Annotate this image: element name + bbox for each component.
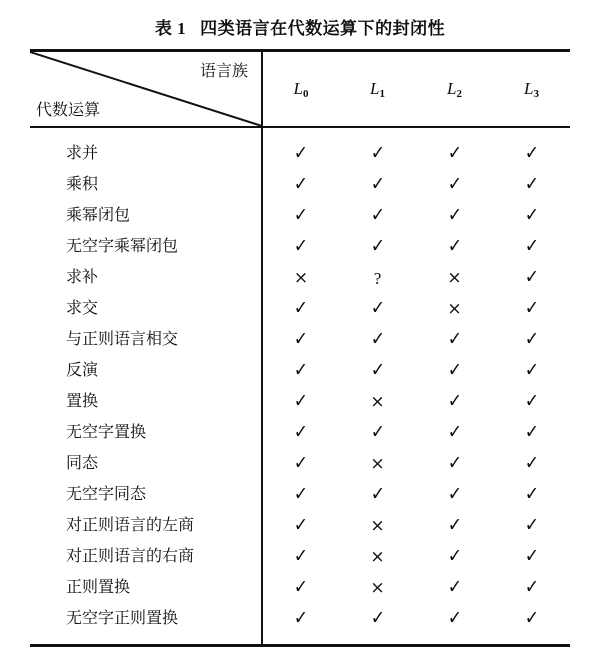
row-value-l0: ✓ [262,293,339,324]
row-value-l0: ✓ [262,355,339,386]
header-corner-cell [30,51,262,128]
table-row [30,293,570,324]
row-operation-label: 乘幂闭包 [30,200,262,231]
row-value-l3: ✓ [493,417,570,448]
row-value-l0: ✓ [262,448,339,479]
row-operation-label: 与正则语言相交 [30,324,262,355]
row-value-l0: ✓ [262,169,339,200]
footer-spacer-l0 [262,634,339,646]
column-header-l0-sub: 0 [303,88,309,100]
row-value-l2: ✓ [416,200,493,231]
row-value-l0: ✓ [262,324,339,355]
row-operation-label: 对正则语言的右商 [30,541,262,572]
table-row [30,386,570,417]
spacer-cell-l1 [339,127,416,138]
table-row [30,200,570,231]
row-operation-label: 乘积 [30,169,262,200]
table-row [30,355,570,386]
row-value-l1: ✓ [339,324,416,355]
footer-spacer-l1 [339,634,416,646]
row-value-l1: × [339,448,416,479]
row-operation-label: 求补 [30,262,262,293]
row-value-l2: ✓ [416,231,493,262]
row-value-l0: ✓ [262,231,339,262]
row-value-l3: ✓ [493,479,570,510]
caption-text: 四类语言在代数运算下的封闭性 [200,19,445,38]
table-row [30,572,570,603]
caption-number: 表 1 [155,19,186,38]
table-row [30,603,570,634]
table-row [30,169,570,200]
row-value-l3: ✓ [493,448,570,479]
row-value-l1: ✓ [339,355,416,386]
row-operation-label: 正则置换 [30,572,262,603]
corner-label-language-family: 语言族 [200,58,248,81]
row-value-l1: ✓ [339,231,416,262]
row-operation-label: 无空字正则置换 [30,603,262,634]
row-value-l3: ✓ [493,138,570,169]
row-value-l2: ✓ [416,386,493,417]
row-operation-label: 无空字置换 [30,417,262,448]
row-value-l3: ✓ [493,572,570,603]
row-value-l3: ✓ [493,200,570,231]
column-header-l1-base: L [370,79,379,98]
row-value-l1: ✓ [339,417,416,448]
spacer-label-cell [30,127,262,138]
row-value-l2: ✓ [416,448,493,479]
row-value-l1: × [339,572,416,603]
row-value-l1: × [339,386,416,417]
row-value-l2: ✓ [416,417,493,448]
row-value-l2: ✓ [416,355,493,386]
row-value-l3: ✓ [493,510,570,541]
column-header-l0-base: L [294,79,303,98]
row-operation-label: 无空字乘幂闭包 [30,231,262,262]
row-value-l2: ✓ [416,138,493,169]
diagonal-corner [30,52,262,126]
column-header-l2-sub: 2 [456,88,462,100]
row-value-l3: ✓ [493,603,570,634]
row-value-l1: ✓ [339,479,416,510]
row-value-l2: ✓ [416,169,493,200]
row-value-l0: ✓ [262,541,339,572]
row-value-l0: ✓ [262,417,339,448]
row-value-l0: ✓ [262,138,339,169]
row-operation-label: 无空字同态 [30,479,262,510]
column-header-l3-base: L [524,79,533,98]
row-value-l3: ✓ [493,262,570,293]
table-row [30,417,570,448]
row-value-l3: ✓ [493,386,570,417]
row-value-l0: ✓ [262,479,339,510]
column-header-l2-base: L [447,79,456,98]
row-value-l1: ✓ [339,138,416,169]
table-row [30,324,570,355]
row-value-l0: ✓ [262,510,339,541]
row-value-l2: ✓ [416,324,493,355]
table-caption [30,14,570,39]
row-value-l2: × [416,293,493,324]
row-value-l2: ✓ [416,510,493,541]
row-value-l3: ✓ [493,169,570,200]
row-value-l0: ✓ [262,603,339,634]
row-value-l1: ? [339,262,416,293]
row-value-l1: ✓ [339,200,416,231]
row-value-l2: × [416,262,493,293]
row-value-l2: ✓ [416,603,493,634]
row-value-l3: ✓ [493,293,570,324]
row-value-l2: ✓ [416,479,493,510]
row-value-l3: ✓ [493,355,570,386]
column-header-l3 [493,51,570,128]
row-value-l1: ✓ [339,603,416,634]
row-value-l0: × [262,262,339,293]
row-value-l3: ✓ [493,324,570,355]
table-row [30,479,570,510]
footer-spacer-l3 [493,634,570,646]
column-header-l1 [339,51,416,128]
row-value-l0: ✓ [262,386,339,417]
row-value-l3: ✓ [493,231,570,262]
closure-properties-table [30,49,570,647]
row-operation-label: 同态 [30,448,262,479]
table-body [30,51,570,647]
row-operation-label: 求并 [30,138,262,169]
table-row [30,448,570,479]
table-header-row [30,51,570,128]
row-value-l3: ✓ [493,541,570,572]
corner-label-algebraic-operation: 代数运算 [36,97,100,120]
row-value-l0: ✓ [262,572,339,603]
row-value-l0: ✓ [262,200,339,231]
column-header-l0 [262,51,339,128]
table-row [30,138,570,169]
spacer-cell-l2 [416,127,493,138]
table-row [30,510,570,541]
row-operation-label: 对正则语言的左商 [30,510,262,541]
row-operation-label: 反演 [30,355,262,386]
column-header-l2 [416,51,493,128]
column-header-l3-sub: 3 [533,88,539,100]
footer-spacer-label-cell [30,634,262,646]
row-value-l2: ✓ [416,572,493,603]
row-operation-label: 求交 [30,293,262,324]
row-value-l1: ✓ [339,169,416,200]
row-value-l2: ✓ [416,541,493,572]
table-row [30,262,570,293]
row-value-l1: × [339,510,416,541]
table-row [30,541,570,572]
footer-spacer-row [30,634,570,646]
header-spacer-row [30,127,570,138]
spacer-cell-l0 [262,127,339,138]
table-row [30,231,570,262]
column-header-l1-sub: 1 [379,88,385,100]
spacer-cell-l3 [493,127,570,138]
row-value-l1: ✓ [339,293,416,324]
row-value-l1: × [339,541,416,572]
row-operation-label: 置换 [30,386,262,417]
footer-spacer-l2 [416,634,493,646]
